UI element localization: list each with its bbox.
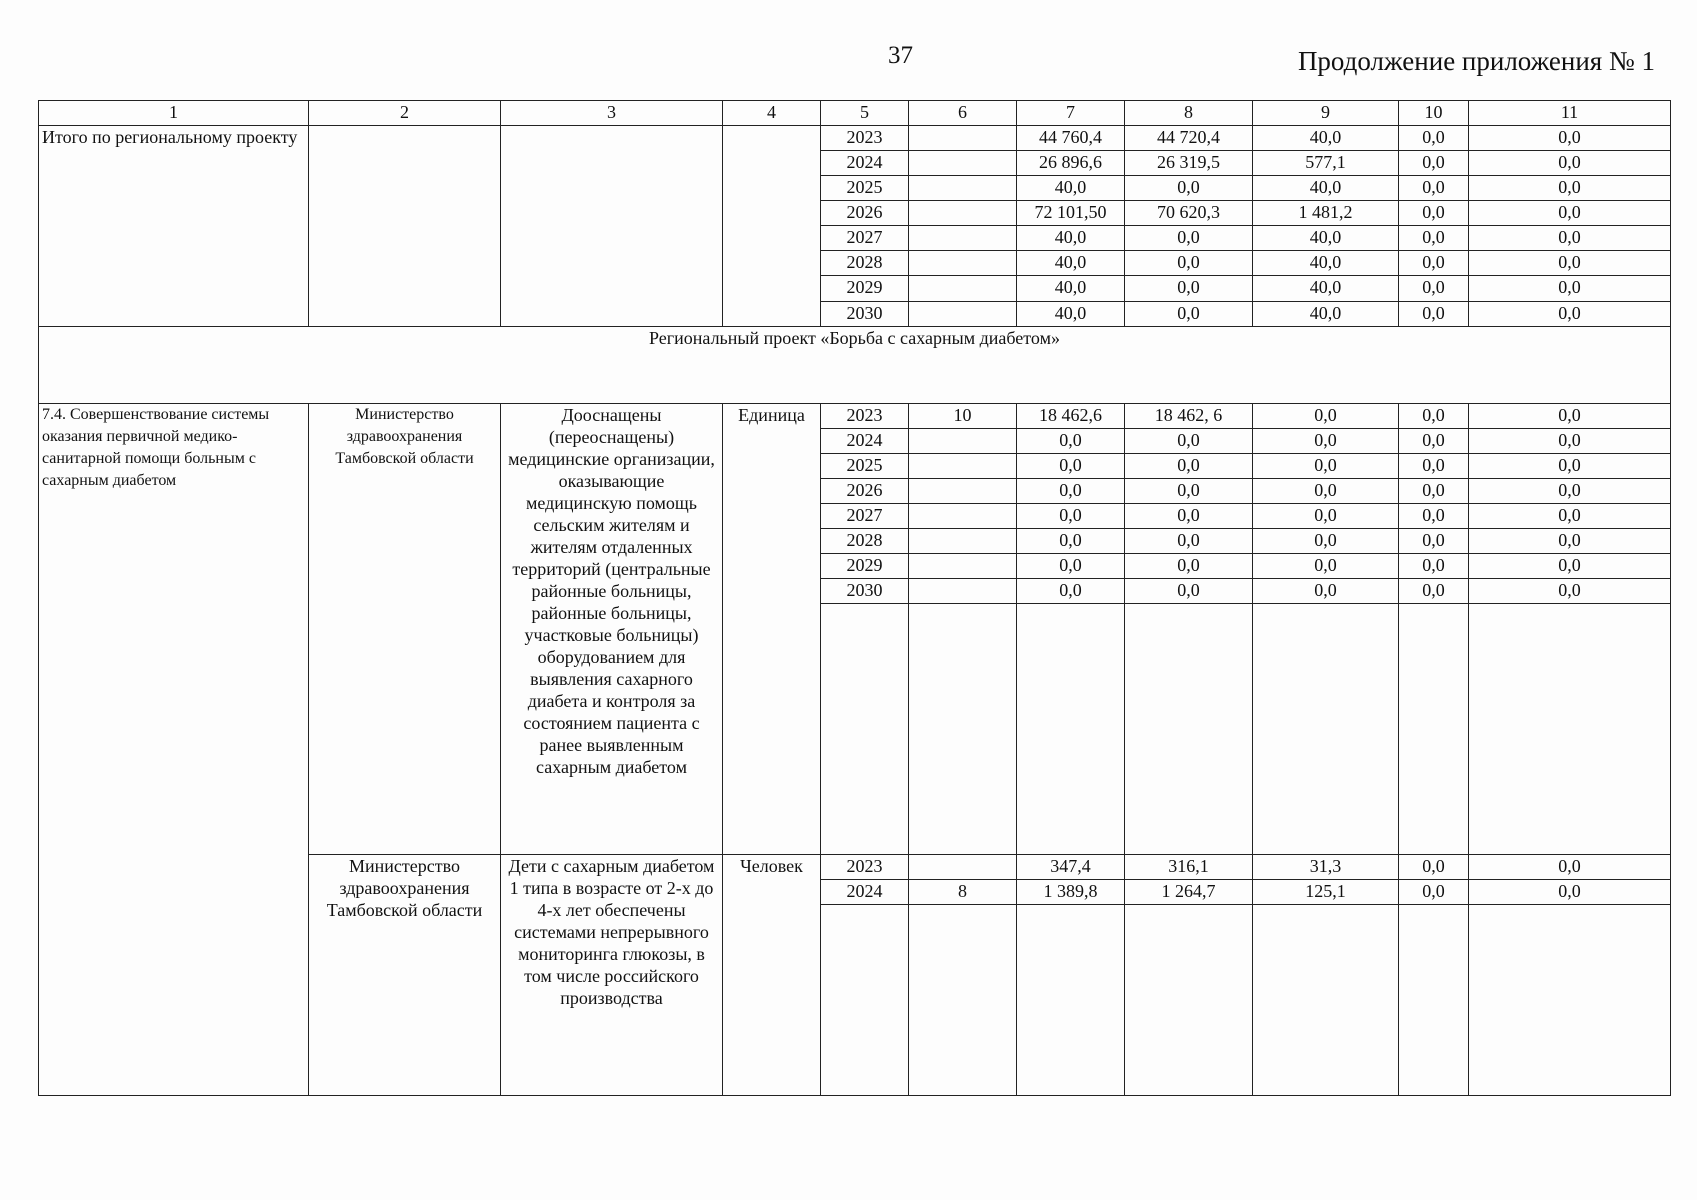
regional-budget-cell: 40,0	[1253, 226, 1399, 251]
total-funding-cell: 0,0	[1017, 454, 1125, 479]
other-sources-cell: 0,0	[1469, 403, 1671, 428]
local-budget-cell: 0,0	[1399, 529, 1469, 554]
other-sources-cell: 0,0	[1469, 504, 1671, 529]
regional-budget-cell: 31,3	[1253, 855, 1399, 880]
quantity-cell	[909, 176, 1017, 201]
other-sources-cell: 0,0	[1469, 251, 1671, 276]
other-sources-cell: 0,0	[1469, 579, 1671, 604]
year-cell: 2028	[821, 251, 909, 276]
local-budget-cell: 0,0	[1399, 126, 1469, 151]
other-sources-cell: 0,0	[1469, 276, 1671, 301]
quantity-cell	[909, 201, 1017, 226]
other-sources-cell: 0,0	[1469, 226, 1671, 251]
year-cell: 2028	[821, 529, 909, 554]
local-budget-cell: 0,0	[1399, 226, 1469, 251]
local-budget-cell: 0,0	[1399, 454, 1469, 479]
other-sources-cell: 0,0	[1469, 429, 1671, 454]
column-number: 3	[501, 101, 723, 126]
quantity-cell	[909, 579, 1017, 604]
federal-budget-cell: 44 720,4	[1125, 126, 1253, 151]
column-number: 2	[309, 101, 501, 126]
appendix-continuation-caption: Продолжение приложения № 1	[1297, 46, 1655, 76]
total-funding-cell: 40,0	[1017, 251, 1125, 276]
total-funding-cell: 40,0	[1017, 301, 1125, 326]
federal-budget-cell: 0,0	[1125, 226, 1253, 251]
unit-cell: Единица	[723, 403, 821, 854]
year-cell: 2023	[821, 403, 909, 428]
federal-budget-cell: 316,1	[1125, 855, 1253, 880]
year-cell: 2023	[821, 855, 909, 880]
federal-budget-cell: 70 620,3	[1125, 201, 1253, 226]
local-budget-cell: 0,0	[1399, 151, 1469, 176]
year-cell: 2027	[821, 226, 909, 251]
column-number: 10	[1399, 101, 1469, 126]
year-cell: 2024	[821, 880, 909, 905]
other-sources-cell: 0,0	[1469, 855, 1671, 880]
federal-budget-cell: 0,0	[1125, 429, 1253, 454]
result-cell: Дети с сахарным диабетом 1 типа в возрасте от 2-х до 4-х лет обеспечены системами непрерывного мониторинга глюкозы, в том числе российского производства	[501, 855, 723, 1096]
other-sources-cell: 0,0	[1469, 151, 1671, 176]
total-funding-cell: 0,0	[1017, 579, 1125, 604]
quantity-cell	[909, 251, 1017, 276]
column-number: 4	[723, 101, 821, 126]
other-sources-cell: 0,0	[1469, 301, 1671, 326]
year-cell: 2029	[821, 554, 909, 579]
quantity-cell	[909, 504, 1017, 529]
executor-cell: Министерство здравоохранения Тамбовской области	[309, 855, 501, 1096]
other-sources-cell: 0,0	[1469, 554, 1671, 579]
result-cell: Дооснащены (переоснащены) медицинские организации, оказывающие медицинскую помощь сельским жителям и жителям отдаленных территорий (центральные районные больницы, районные больницы, участковые больницы) оборудованием для выявления сахарного диабета и контроля за состоянием пациента с ранее выявленным сахарным диабетом	[501, 403, 723, 854]
year-cell: 2030	[821, 301, 909, 326]
column-number: 8	[1125, 101, 1253, 126]
empty-cell	[1469, 604, 1671, 855]
other-sources-cell: 0,0	[1469, 176, 1671, 201]
column-number: 1	[39, 101, 309, 126]
quantity-cell	[909, 529, 1017, 554]
federal-budget-cell: 0,0	[1125, 176, 1253, 201]
regional-budget-cell: 40,0	[1253, 126, 1399, 151]
federal-budget-cell: 0,0	[1125, 529, 1253, 554]
year-cell: 2024	[821, 151, 909, 176]
regional-budget-cell: 125,1	[1253, 880, 1399, 905]
regional-budget-cell: 40,0	[1253, 251, 1399, 276]
quantity-cell	[909, 855, 1017, 880]
quantity-cell	[909, 479, 1017, 504]
other-sources-cell: 0,0	[1469, 454, 1671, 479]
federal-budget-cell: 0,0	[1125, 479, 1253, 504]
year-cell: 2029	[821, 276, 909, 301]
quantity-cell	[909, 151, 1017, 176]
quantity-cell	[909, 301, 1017, 326]
year-cell: 2026	[821, 201, 909, 226]
empty-cell	[821, 604, 909, 855]
column-number: 9	[1253, 101, 1399, 126]
federal-budget-cell: 0,0	[1125, 504, 1253, 529]
column-number-row	[39, 101, 1671, 126]
executor-cell: Министерство здравоохранения Тамбовской области	[309, 403, 501, 854]
other-sources-cell: 0,0	[1469, 126, 1671, 151]
other-sources-cell: 0,0	[1469, 529, 1671, 554]
regional-budget-cell: 0,0	[1253, 454, 1399, 479]
federal-budget-cell: 0,0	[1125, 276, 1253, 301]
year-row	[39, 403, 1671, 428]
regional-budget-cell: 1 481,2	[1253, 201, 1399, 226]
empty-cell	[1469, 905, 1671, 1096]
year-cell: 2025	[821, 176, 909, 201]
regional-budget-cell: 0,0	[1253, 554, 1399, 579]
year-cell: 2026	[821, 479, 909, 504]
local-budget-cell: 0,0	[1399, 880, 1469, 905]
empty-cell	[1399, 604, 1469, 855]
column-number: 5	[821, 101, 909, 126]
empty-cell	[309, 126, 501, 327]
total-funding-cell: 0,0	[1017, 504, 1125, 529]
column-number: 7	[1017, 101, 1125, 126]
local-budget-cell: 0,0	[1399, 479, 1469, 504]
budget-table	[38, 100, 1671, 1096]
local-budget-cell: 0,0	[1399, 201, 1469, 226]
federal-budget-cell: 0,0	[1125, 454, 1253, 479]
event-title: 7.4. Совершенствование системы оказания первичной медико-санитарной помощи больным с сахарным диабетом	[39, 403, 309, 1095]
other-sources-cell: 0,0	[1469, 201, 1671, 226]
regional-budget-cell: 0,0	[1253, 579, 1399, 604]
quantity-cell	[909, 126, 1017, 151]
local-budget-cell: 0,0	[1399, 301, 1469, 326]
year-row	[39, 126, 1671, 151]
column-number: 6	[909, 101, 1017, 126]
federal-budget-cell: 0,0	[1125, 251, 1253, 276]
local-budget-cell: 0,0	[1399, 579, 1469, 604]
regional-budget-cell: 40,0	[1253, 276, 1399, 301]
total-funding-cell: 44 760,4	[1017, 126, 1125, 151]
year-cell: 2030	[821, 579, 909, 604]
section-title: Региональный проект «Борьба с сахарным диабетом»	[39, 326, 1671, 403]
regional-budget-cell: 40,0	[1253, 301, 1399, 326]
quantity-cell: 10	[909, 403, 1017, 428]
total-title: Итого по региональному проекту	[39, 126, 309, 327]
empty-cell	[1125, 905, 1253, 1096]
regional-budget-cell: 0,0	[1253, 504, 1399, 529]
unit-cell: Человек	[723, 855, 821, 1096]
total-funding-cell: 72 101,50	[1017, 201, 1125, 226]
local-budget-cell: 0,0	[1399, 276, 1469, 301]
local-budget-cell: 0,0	[1399, 429, 1469, 454]
total-funding-cell: 40,0	[1017, 176, 1125, 201]
empty-cell	[909, 905, 1017, 1096]
empty-cell	[909, 604, 1017, 855]
total-funding-cell: 347,4	[1017, 855, 1125, 880]
empty-cell	[1017, 905, 1125, 1096]
federal-budget-cell: 0,0	[1125, 301, 1253, 326]
empty-cell	[1253, 905, 1399, 1096]
total-funding-cell: 40,0	[1017, 276, 1125, 301]
total-funding-cell: 0,0	[1017, 479, 1125, 504]
regional-budget-cell: 0,0	[1253, 403, 1399, 428]
empty-cell	[501, 126, 723, 327]
year-cell: 2023	[821, 126, 909, 151]
local-budget-cell: 0,0	[1399, 855, 1469, 880]
year-cell: 2027	[821, 504, 909, 529]
regional-budget-cell: 0,0	[1253, 529, 1399, 554]
empty-cell	[1399, 905, 1469, 1096]
regional-budget-cell: 577,1	[1253, 151, 1399, 176]
federal-budget-cell: 1 264,7	[1125, 880, 1253, 905]
local-budget-cell: 0,0	[1399, 554, 1469, 579]
page-number: 37	[888, 42, 913, 69]
section-row	[39, 326, 1671, 403]
total-funding-cell: 1 389,8	[1017, 880, 1125, 905]
total-funding-cell: 0,0	[1017, 529, 1125, 554]
regional-budget-cell: 0,0	[1253, 479, 1399, 504]
quantity-cell	[909, 429, 1017, 454]
total-funding-cell: 26 896,6	[1017, 151, 1125, 176]
local-budget-cell: 0,0	[1399, 251, 1469, 276]
regional-budget-cell: 0,0	[1253, 429, 1399, 454]
quantity-cell	[909, 276, 1017, 301]
federal-budget-cell: 18 462, 6	[1125, 403, 1253, 428]
federal-budget-cell: 0,0	[1125, 579, 1253, 604]
total-funding-cell: 0,0	[1017, 429, 1125, 454]
local-budget-cell: 0,0	[1399, 504, 1469, 529]
local-budget-cell: 0,0	[1399, 176, 1469, 201]
regional-budget-cell: 40,0	[1253, 176, 1399, 201]
year-cell: 2024	[821, 429, 909, 454]
quantity-cell: 8	[909, 880, 1017, 905]
empty-cell	[1125, 604, 1253, 855]
quantity-cell	[909, 454, 1017, 479]
empty-cell	[723, 126, 821, 327]
local-budget-cell: 0,0	[1399, 403, 1469, 428]
federal-budget-cell: 0,0	[1125, 554, 1253, 579]
empty-cell	[1017, 604, 1125, 855]
other-sources-cell: 0,0	[1469, 479, 1671, 504]
total-funding-cell: 40,0	[1017, 226, 1125, 251]
total-funding-cell: 18 462,6	[1017, 403, 1125, 428]
empty-cell	[821, 905, 909, 1096]
other-sources-cell: 0,0	[1469, 880, 1671, 905]
quantity-cell	[909, 226, 1017, 251]
total-funding-cell: 0,0	[1017, 554, 1125, 579]
quantity-cell	[909, 554, 1017, 579]
year-cell: 2025	[821, 454, 909, 479]
empty-cell	[1253, 604, 1399, 855]
federal-budget-cell: 26 319,5	[1125, 151, 1253, 176]
column-number: 11	[1469, 101, 1671, 126]
